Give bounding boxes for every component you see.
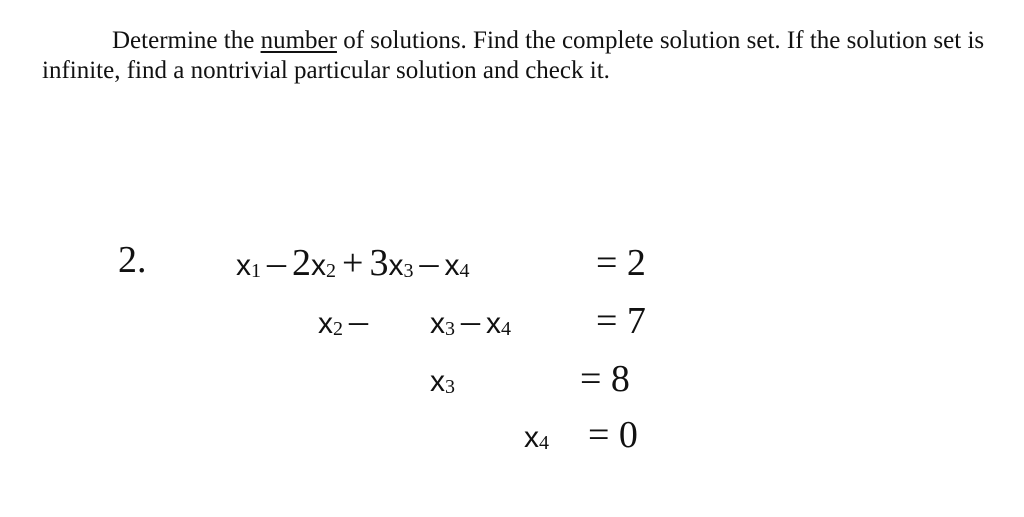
variable-x4: $x_4$ — [444, 249, 470, 282]
variable-x3: $x_3$ — [430, 365, 455, 398]
equation-3 — [430, 356, 455, 410]
problem-number: 2. — [118, 239, 147, 281]
instructions-text — [42, 26, 1002, 86]
variable-x3: $x_3$ — [430, 307, 455, 340]
instructions-part2: of solutions. Find the complete solution set. If the solution set is infinite, find a nontrivial particular solution and check it. — [42, 27, 985, 84]
equation-2 — [318, 298, 374, 352]
operator: – — [267, 242, 286, 284]
operator: – — [461, 300, 480, 342]
variable-x2: $x_2$ — [311, 249, 336, 282]
equation-2-continued — [430, 298, 511, 352]
equation-1 — [236, 240, 469, 294]
coefficient: 3 — [369, 242, 389, 284]
coefficient: 2 — [292, 242, 311, 284]
variable-x2: $x_2$ — [318, 307, 343, 340]
instructions-part1: Determine the — [112, 27, 261, 54]
variable-x4: $x_4$ — [486, 307, 511, 340]
equation-3-rhs: = 8 — [580, 358, 630, 400]
operator: – — [349, 300, 368, 342]
variable-x4: $x_4$ — [524, 421, 549, 454]
equation-4 — [524, 412, 549, 466]
instructions-underlined-word: number — [260, 27, 337, 54]
variable-x3: $x_3$ — [388, 249, 414, 282]
operator: – — [419, 242, 439, 284]
operator: + — [342, 242, 364, 284]
equation-4-rhs: = 0 — [588, 414, 638, 456]
variable-x1: $x_1$ — [236, 249, 261, 282]
equation-1-rhs: = 2 — [596, 242, 646, 284]
equation-2-rhs: = 7 — [596, 300, 646, 342]
